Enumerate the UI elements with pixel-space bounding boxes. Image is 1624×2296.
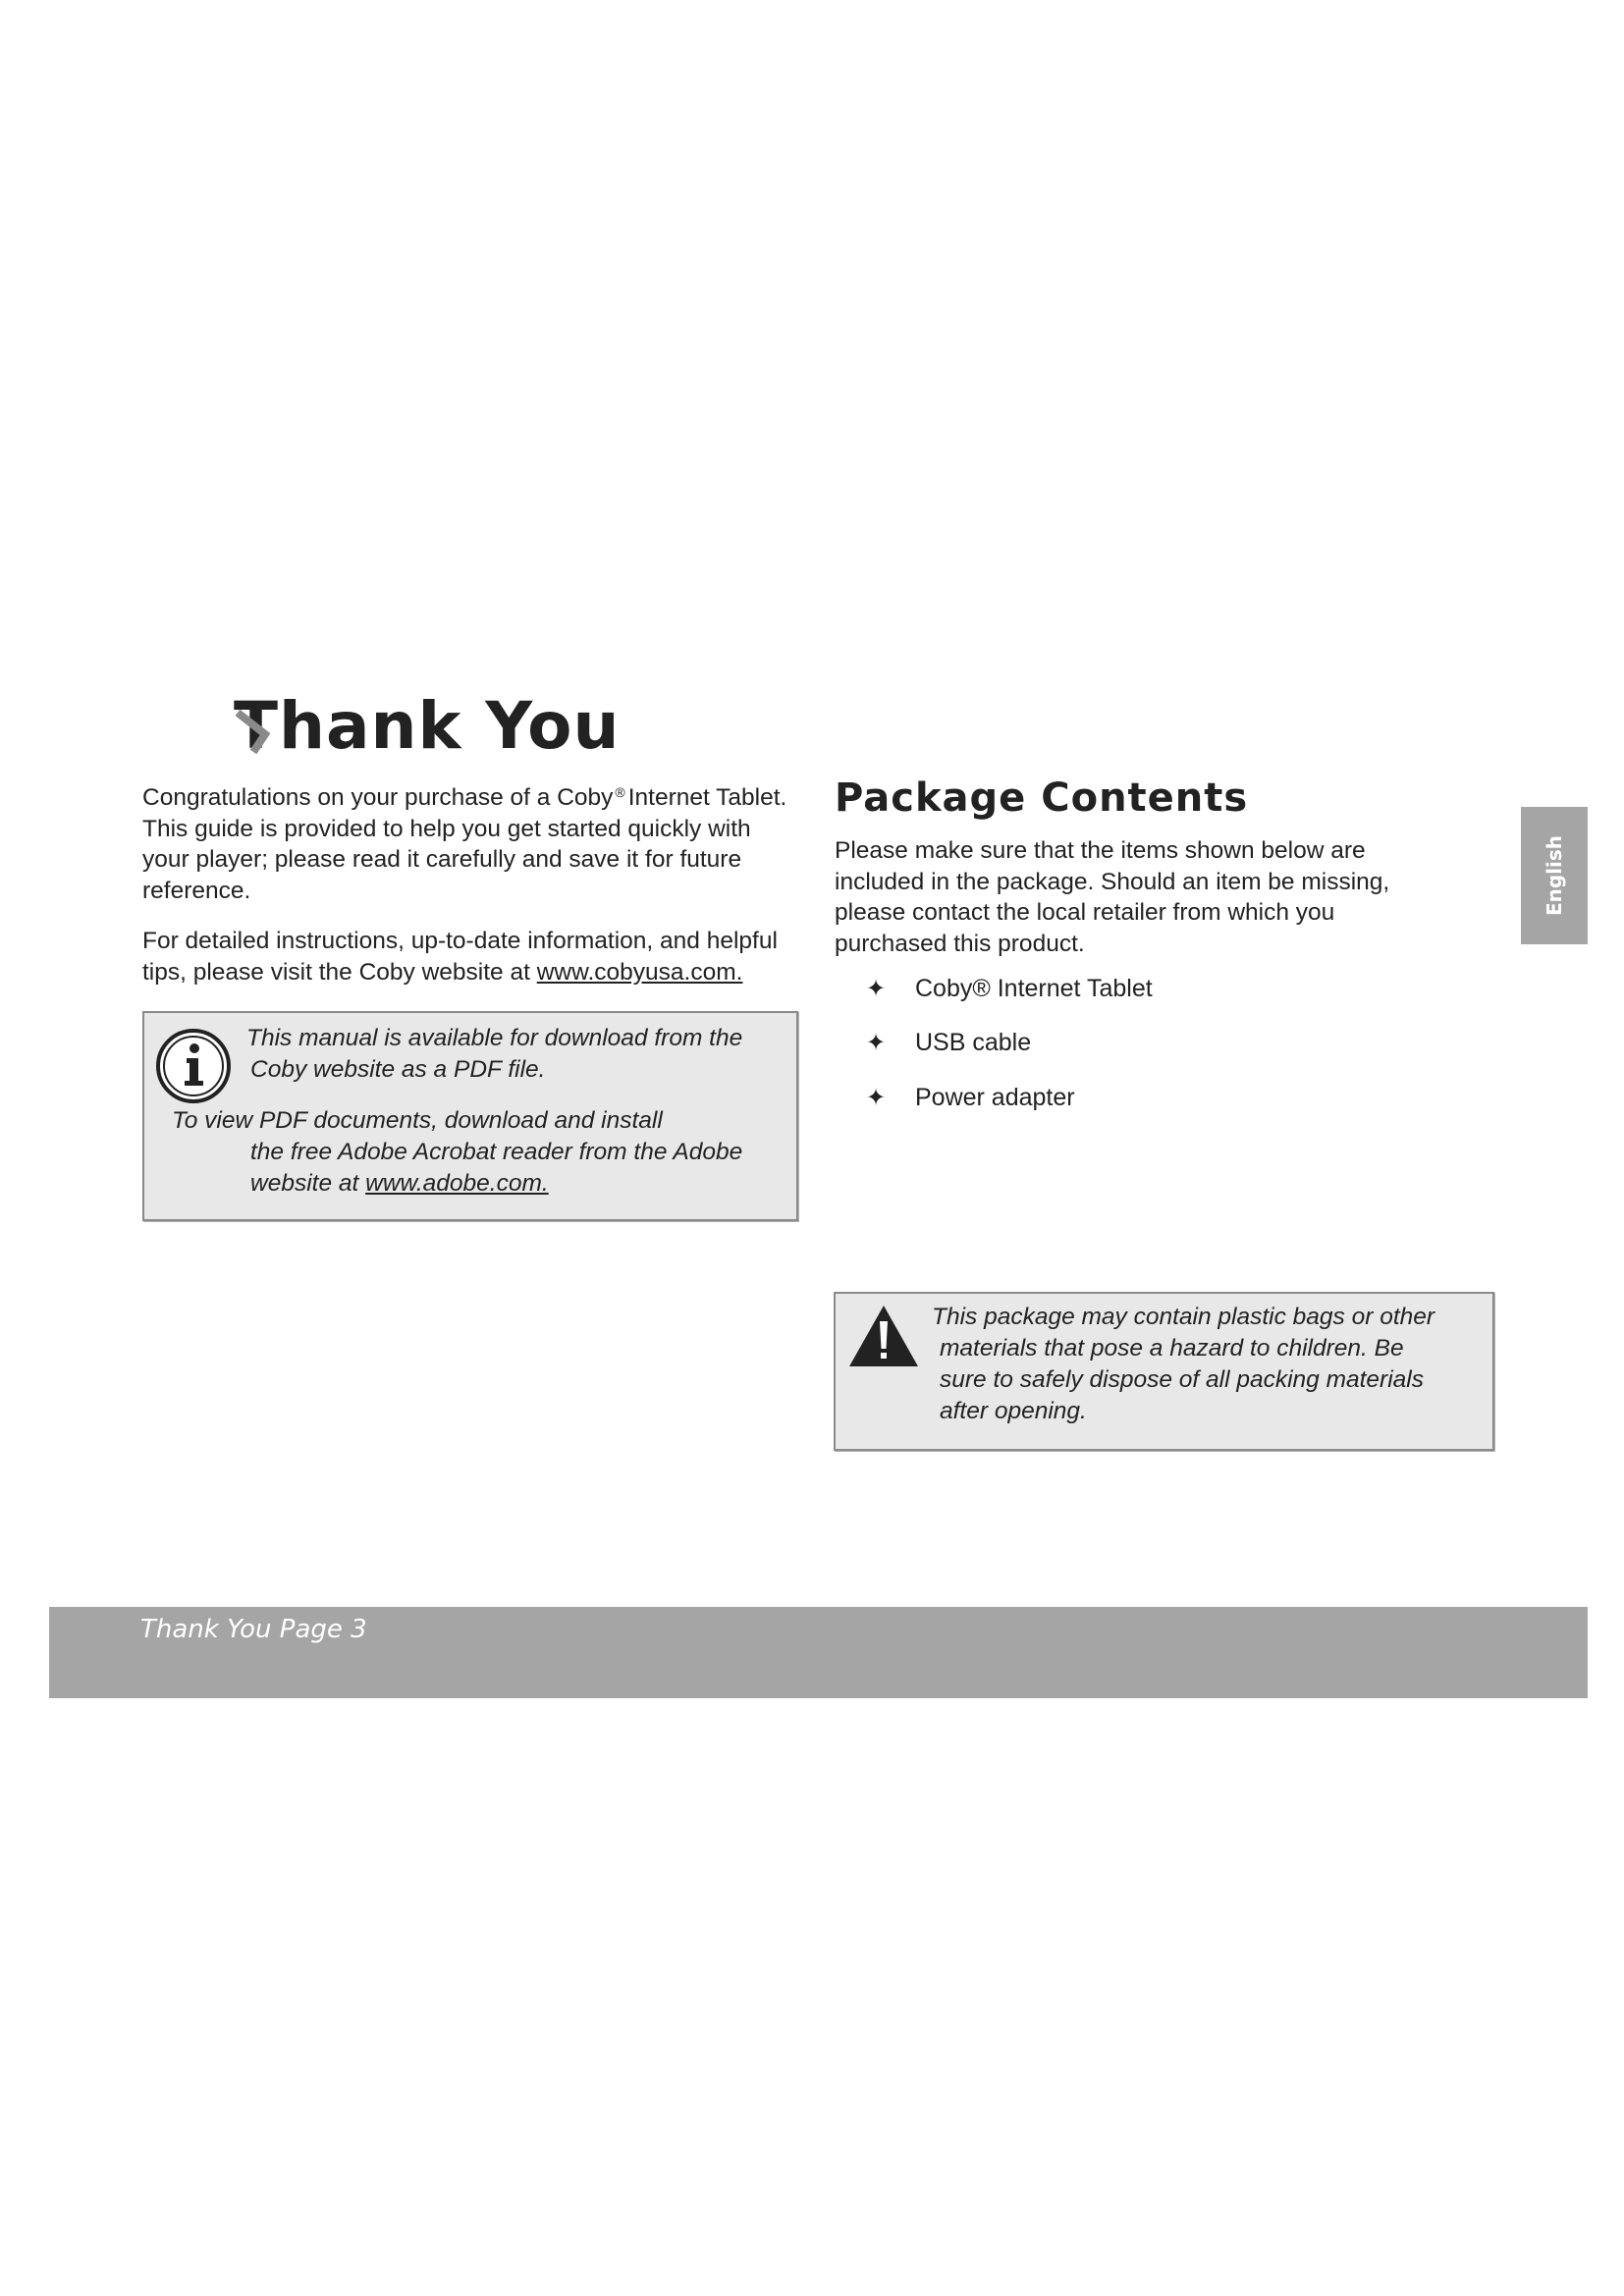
language-tab-label: English <box>1543 834 1566 917</box>
warning-note-text <box>932 1302 1488 1427</box>
warning-icon <box>847 1304 920 1368</box>
info-note-text <box>172 1023 792 1200</box>
bullet-icon: ✦ <box>866 1084 887 1111</box>
adobe-website-link[interactable]: www.adobe.com. <box>365 1170 549 1197</box>
section-title: Package Contents <box>835 775 1249 821</box>
package-item-label: USB cable <box>915 1028 1032 1056</box>
info-line-3: To view PDF documents, download and install <box>172 1107 663 1134</box>
info-line-4: the free Adobe Acrobat reader from the Adobe <box>250 1139 743 1165</box>
bullet-icon: ✦ <box>866 975 887 1002</box>
info-line-2: Coby website as a PDF file. <box>250 1056 546 1083</box>
info-line-5-text: website at <box>250 1170 359 1197</box>
package-intro-paragraph: Please make sure that the items shown below are included in the package. Should an item be missing, please contact the local retailer from which you purchased this product. <box>835 837 1390 957</box>
footer-page-label: Thank You Page 3 <box>140 1615 367 1644</box>
page-footer <box>49 1607 1588 1698</box>
package-item-label: Coby® Internet Tablet <box>915 974 1153 1002</box>
warning-note-box <box>834 1292 1494 1451</box>
info-icon <box>154 1027 233 1105</box>
warning-line-2: materials that pose a hazard to children. Be <box>940 1335 1404 1362</box>
language-tab <box>1521 807 1588 944</box>
details-text: For detailed instructions, up-to-date information, and helpful tips, please visit the Coby website at <box>142 928 778 986</box>
checkmark-icon <box>236 705 283 756</box>
info-note-box <box>142 1011 798 1221</box>
registered-mark: ® <box>615 784 625 800</box>
info-line-1: This manual is available for download from the <box>246 1025 743 1051</box>
details-paragraph <box>142 926 802 988</box>
bullet-icon: ✦ <box>866 1029 887 1056</box>
warning-line-4: after opening. <box>940 1398 1087 1424</box>
package-item <box>866 1026 1031 1059</box>
warning-line-1: This package may contain plastic bags or other <box>932 1304 1435 1330</box>
package-item-label: Power adapter <box>915 1083 1075 1111</box>
page-title: Thank You <box>234 688 621 764</box>
intro-text-start: Congratulations on your purchase of a Coby <box>142 784 614 811</box>
intro-paragraph <box>142 777 800 906</box>
warning-line-3: sure to safely dispose of all packing materials <box>940 1366 1424 1393</box>
package-item <box>866 1081 1075 1114</box>
coby-website-link[interactable]: www.cobyusa.com. <box>536 958 743 986</box>
package-item <box>866 972 1153 1005</box>
intro-text-end: Internet Tablet. This guide is provided to help you get started quickly with your player; please read it carefully and save it for future reference. <box>142 784 787 904</box>
info-line-5 <box>246 1168 792 1200</box>
